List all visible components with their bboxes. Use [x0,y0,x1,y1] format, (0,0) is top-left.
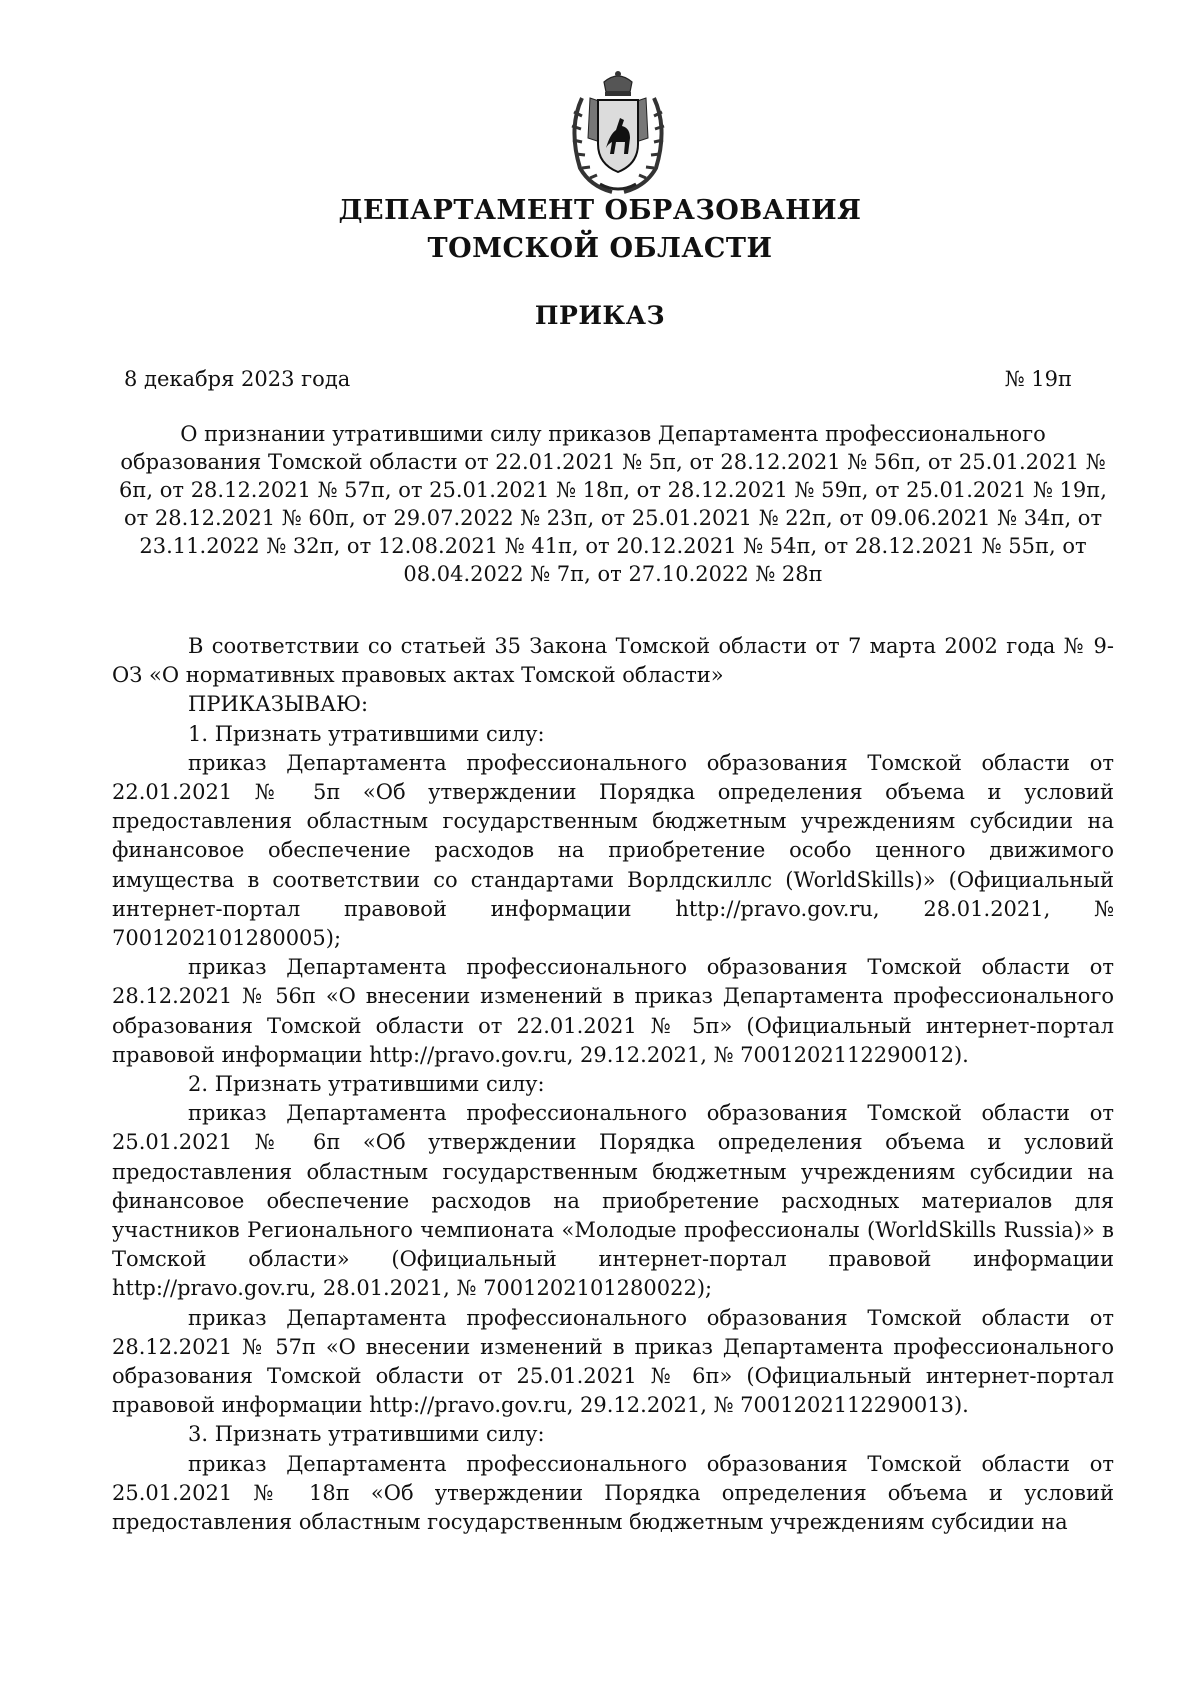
subject-line: от 28.12.2021 № 60п, от 29.07.2022 № 23п, от 25.01.2021 № 22п, от 09.06.2021 № 34п, от [123,506,1103,530]
document-body [112,632,1114,1537]
subject-line: образования Томской области от 22.01.2021 № 5п, от 28.12.2021 № 56п, от 25.01.2021 № [120,450,1106,474]
document-date: 8 декабря 2023 года [124,367,351,391]
subject-line: 23.11.2022 № 32п, от 12.08.2021 № 41п, от 20.12.2021 № 54п, от 28.12.2021 № 55п, от [139,534,1087,558]
subject-line: 6п, от 28.12.2021 № 57п, от 25.01.2021 № 18п, от 28.12.2021 № 59п, от 25.01.2021 № 19п, [119,478,1107,502]
subject-line: О признании утратившими силу приказов Департамента профессионального [180,422,1046,446]
organization-title-line2: ТОМСКОЙ ОБЛАСТИ [427,233,773,264]
item-2-heading: 2. Признать утратившими силу: [188,1072,545,1097]
order-word: ПРИКАЗЫВАЮ: [188,692,369,717]
item-1-order-1: приказ Департамента профессионального образования Томской области от 22.01.2021 № 5п «Об утверждении Порядка определения объема и условий предоставления областным государственным бюджетным учреждениям субсидии на финансовое обеспечение расходов на приобретение особо ценного движимого имущества в соответствии со стандартами Ворлдскиллс (WorldSkills)» (Официальный интернет-портал правовой информации http://pravo.gov.ru, 28.01.2021, № 7001202101280005); [112,750,1114,951]
document-number: № 19п [1004,367,1072,391]
organization-title-line1: ДЕПАРТАМЕНТ ОБРАЗОВАНИЯ [338,195,862,226]
subject-line: 08.04.2022 № 7п, от 27.10.2022 № 28п [403,562,823,586]
item-2-order-1: приказ Департамента профессионального образования Томской области от 25.01.2021 № 6п «Об утверждении Порядка определения объема и условий предоставления областным государственным бюджетным учреждениям субсидии на финансовое обеспечение расходов на приобретение расходных материалов для участников Регионального чемпионата «Молодые профессионалы (WorldSkills Russia)» в Томской области» (Официальный интернет-портал правовой информации http://pravo.gov.ru, 28.01.2021, № 7001202101280022); [112,1101,1114,1301]
item-1-order-2: приказ Департамента профессионального образования Томской области от 28.12.2021 № 56п «О внесении изменений в приказ Департамента профессионального образования Томской области от 22.01.2021 № 5п» (Официальный интернет-портал правовой информации http://pravo.gov.ru, 29.12.2021, № 7001202112290012). [112,955,1114,1067]
item-1-heading: 1. Признать утратившими силу: [188,721,545,746]
document-subject [112,420,1114,588]
preamble-paragraph: В соответствии со статьей 35 Закона Томской области от 7 марта 2002 года № 9-ОЗ «О нормативных правовых актах Томской области» [112,634,1114,688]
item-2-order-2: приказ Департамента профессионального образования Томской области от 28.12.2021 № 57п «О внесении изменений в приказ Департамента профессионального образования Томской области от 25.01.2021 № 6п» (Официальный интернет-портал правовой информации http://pravo.gov.ru, 29.12.2021, № 7001202112290013). [112,1305,1114,1418]
item-3-order-1: приказ Департамента профессионального образования Томской области от 25.01.2021 № 18п «Об утверждении Порядка определения объема и условий предоставления областным государственным бюджетным учреждениям субсидии на [112,1451,1114,1535]
document-type-heading: ПРИКАЗ [534,301,666,330]
coat-of-arms-icon [560,68,676,198]
item-3-heading: 3. Признать утратившими силу: [188,1422,545,1447]
